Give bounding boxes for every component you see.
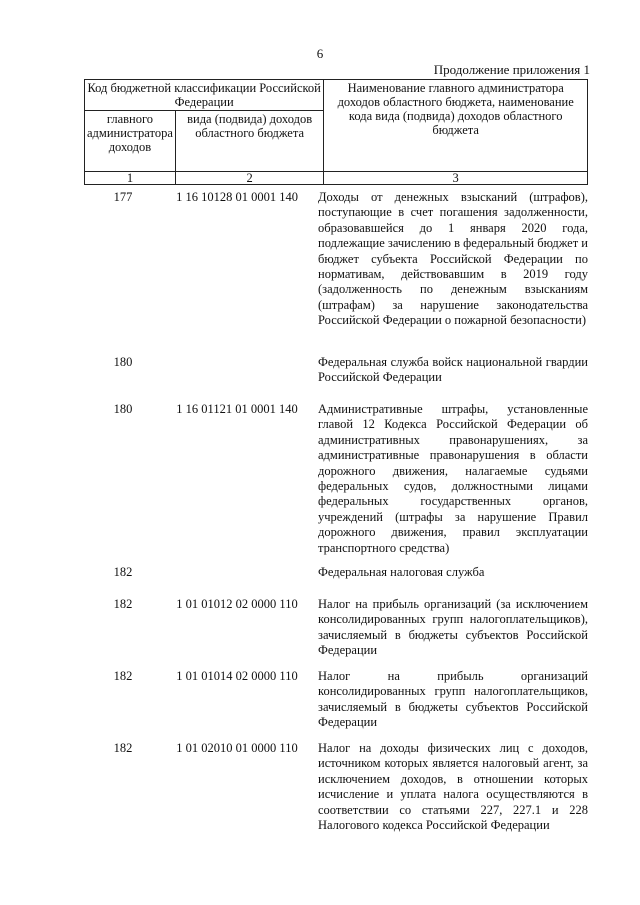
admin-code-cell: 180 — [113, 355, 133, 369]
revenue-code-cell: 1 01 01014 02 0000 110 — [176, 669, 298, 683]
admin-code-cell: 177 — [113, 190, 133, 204]
revenue-name-cell: Налог на прибыль организаций (за исключением консолидированных групп налогоплательщиков), зачисляемый в бюджеты субъектов Российской Федерации — [318, 597, 588, 658]
admin-code-cell: 182 — [113, 565, 133, 579]
admin-code-cell: 182 — [113, 597, 133, 611]
revenue-name-cell: Налог на доходы физических лиц с доходов, источником которых является налоговый агент, за исключением доходов, в отношении которых исчисление и уплата налога осуществляются в соответствии со статьями 227, 227.1 и 228 Налогового кодекса Российской Федерации — [318, 741, 588, 833]
admin-code-cell: 182 — [113, 669, 133, 683]
revenue-code-cell: 1 16 10128 01 0001 140 — [176, 190, 298, 204]
revenue-name-cell: Налог на прибыль организаций консолидированных групп налогоплательщиков, зачисляемый в бюджеты субъектов Российской Федерации — [318, 669, 588, 730]
revenue-name-cell: Административные штрафы, установленные главой 12 Кодекса Российской Федерации об административных правонарушениях, за административные правонарушения в области дорожного движения, налагаемые судьями федеральных судов, должностными лицами федеральных государственных органов, учреждений (штрафы за нарушение Правил дорожного движения, правил эксплуатации транспортного средства) — [318, 402, 588, 555]
admin-code-cell: 182 — [113, 741, 133, 755]
revenue-code-cell: 1 01 01012 02 0000 110 — [176, 597, 298, 611]
column-number-3: 3 — [324, 172, 588, 185]
revenue-name-cell: Доходы от денежных взысканий (штрафов), поступающие в счет погашения задолженности, образовавшейся до 1 января 2020 года, подлежащие зачислению в федеральный бюджет и бюджет субъекта Российской Федерации по нормативам, действовавшим в 2019 году (задолженность по денежным взысканиям (штрафам) за нарушение законодательства Российской Федерации о пожарной безопасности) — [318, 190, 588, 328]
page-number: 6 — [316, 46, 324, 61]
admin-column-header: главного администратора доходов — [85, 111, 176, 172]
code-column-header: вида (подвида) доходов областного бюджета — [175, 111, 323, 172]
classification-table-header — [84, 79, 588, 185]
name-column-header: Наименование главного администратора доходов областного бюджета, наименование кода вида (подвида) доходов областного бюджета — [324, 80, 588, 172]
revenue-name-cell: Федеральная служба войск национальной гвардии Российской Федерации — [318, 355, 588, 385]
column-number-1: 1 — [85, 172, 176, 185]
revenue-code-cell: 1 01 02010 01 0000 110 — [176, 741, 298, 755]
revenue-code-cell: 1 16 01121 01 0001 140 — [176, 402, 298, 416]
continuation-label: Продолжение приложения 1 — [433, 62, 590, 77]
admin-code-cell: 180 — [113, 402, 133, 416]
revenue-name-cell: Федеральная налоговая служба — [318, 565, 485, 579]
column-number-2: 2 — [175, 172, 323, 185]
group-header: Код бюджетной классификации Российской Федерации — [85, 80, 324, 111]
